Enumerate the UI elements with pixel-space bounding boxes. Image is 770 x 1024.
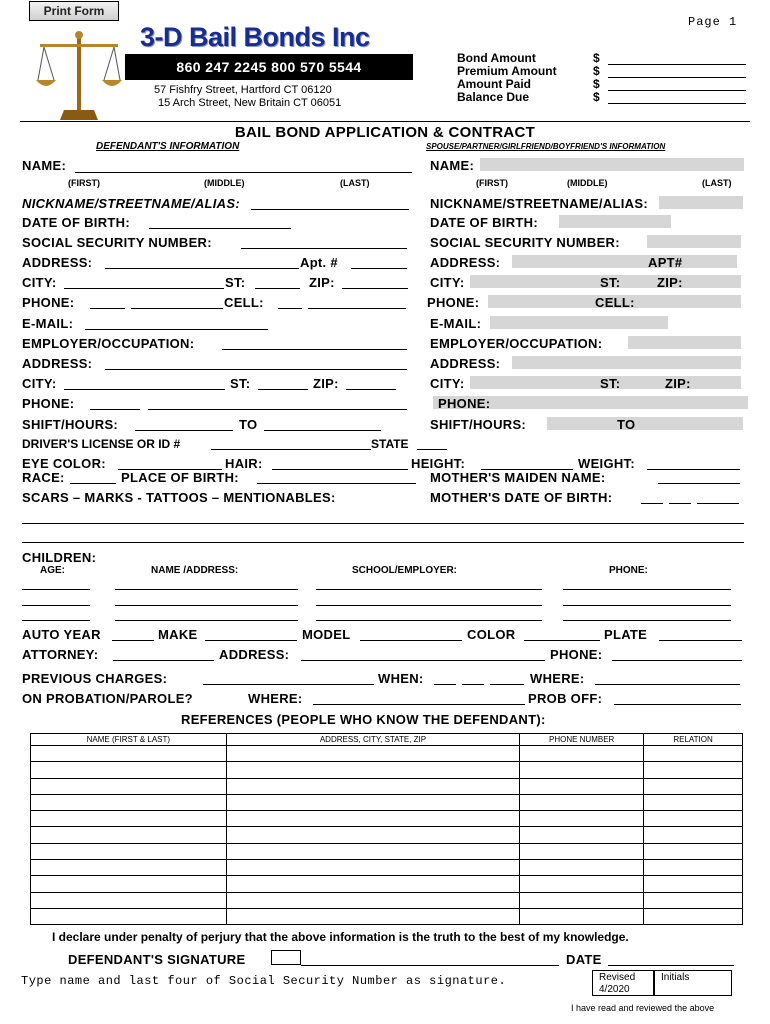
signature-field[interactable] [301,965,559,966]
defendant-cell-label: CELL: [224,295,264,310]
reference-name-cell[interactable] [31,778,227,794]
charges-when-day[interactable] [462,684,484,685]
table-row [31,827,743,843]
defendant-apt-label: Apt. # [300,255,338,270]
table-row [31,794,743,810]
reference-name-cell[interactable] [31,827,227,843]
child-age-field[interactable] [22,620,90,621]
signature-box[interactable] [271,950,301,965]
license-state-label: STATE [371,437,409,451]
premium-amount-field[interactable] [608,77,746,78]
reference-phone-cell[interactable] [520,778,644,794]
date-field[interactable] [608,965,734,966]
defendant-emp-zip-field[interactable] [346,389,396,390]
reference-address-cell[interactable] [226,860,520,876]
mother-dob-year[interactable] [697,503,739,504]
reference-relation-cell[interactable] [644,794,743,810]
reference-relation-cell[interactable] [644,892,743,908]
race-field[interactable] [70,483,116,484]
model-field[interactable] [360,640,462,641]
reference-relation-cell[interactable] [644,762,743,778]
charges-when-year[interactable] [490,684,524,685]
reference-phone-cell[interactable] [520,908,644,924]
defendant-emp-st-label: ST: [230,376,251,391]
defendant-shift-to[interactable] [264,430,381,431]
first-label: (FIRST) [476,178,508,188]
defendant-ssn-field[interactable] [241,248,407,249]
references-title: REFERENCES (PEOPLE WHO KNOW THE DEFENDANT): [181,712,546,727]
previous-charges-field[interactable] [203,684,374,685]
type-name-instruction: Type name and last four of Social Security Number as signature. [21,974,507,988]
reference-relation-cell[interactable] [644,746,743,762]
race-label: RACE: [22,470,65,485]
print-form-button[interactable]: Print Form [29,1,119,21]
reference-address-cell[interactable] [226,843,520,859]
reference-address-cell[interactable] [226,746,520,762]
table-row [31,876,743,892]
attorney-label: ATTORNEY: [22,647,99,662]
reference-relation-cell[interactable] [644,827,743,843]
spouse-nickname-field[interactable] [659,196,743,209]
spouse-st-label: ST: [600,275,621,290]
revised-date: 4/2020 [599,984,630,995]
table-row [31,860,743,876]
place-of-birth-field[interactable] [257,483,416,484]
spouse-employer-label: EMPLOYER/OCCUPATION: [430,336,603,351]
reference-name-cell[interactable] [31,794,227,810]
charges-where-field[interactable] [595,684,740,685]
child-name-field[interactable] [115,620,298,621]
reference-relation-cell[interactable] [644,778,743,794]
defendant-email-label: E-MAIL: [22,316,74,331]
spouse-phone-label: PHONE: [427,295,480,310]
reference-phone-cell[interactable] [520,876,644,892]
perjury-declaration: I declare under penalty of perjury that the above information is the truth to the best of my knowledge. [52,930,629,944]
defendant-emp-city-label: CITY: [22,376,57,391]
balance-due-field[interactable] [608,103,746,104]
spouse-ssn-label: SOCIAL SECURITY NUMBER: [430,235,620,250]
mother-maiden-field[interactable] [658,483,740,484]
company-address-2: 15 Arch Street, New Britain CT 06051 [158,97,342,109]
company-name: 3-D Bail Bonds Inc [140,22,370,52]
children-age-header: AGE: [40,565,65,576]
child-age-field[interactable] [22,605,90,606]
defendant-city-field[interactable] [64,288,224,289]
child-name-field[interactable] [115,589,298,590]
spouse-city-label: CITY: [430,275,465,290]
hair-label: HAIR: [225,456,263,471]
defendant-zip-label: ZIP: [309,275,335,290]
reference-phone-cell[interactable] [520,811,644,827]
spouse-emp-city-label: CITY: [430,376,465,391]
charges-where-label: WHERE: [530,671,585,686]
reference-address-cell[interactable] [226,811,520,827]
child-phone-field[interactable] [563,589,731,590]
revised-label: Revised [599,972,636,983]
mother-dob-month[interactable] [641,503,663,504]
defendant-email-field[interactable] [85,329,268,330]
date-label: DATE [566,952,602,967]
charges-when-month[interactable] [434,684,456,685]
references-col-address: ADDRESS, CITY, STATE, ZIP [226,734,520,746]
form-title: BAIL BOND APPLICATION & CONTRACT [234,124,536,141]
table-row [31,762,743,778]
table-row [31,778,743,794]
spouse-to-label: TO [617,417,636,432]
reference-name-cell[interactable] [31,762,227,778]
defendant-emp-st-field[interactable] [258,389,308,390]
reference-name-cell[interactable] [31,860,227,876]
reference-address-cell[interactable] [226,827,520,843]
child-school-field[interactable] [316,605,542,606]
scales-of-justice-logo [36,28,122,124]
defendant-employer-label: EMPLOYER/OCCUPATION: [22,336,195,351]
reference-address-cell[interactable] [226,762,520,778]
spouse-name-field[interactable] [480,158,744,171]
spouse-section-header: SPOUSE/PARTNER/GIRLFRIEND/BOYFRIEND'S INFORMATION [426,142,666,151]
reference-relation-cell[interactable] [644,811,743,827]
spouse-nickname-label: NICKNAME/STREETNAME/ALIAS: [430,196,648,211]
place-of-birth-label: PLACE OF BIRTH: [121,470,239,485]
table-row [31,892,743,908]
defendant-st-label: ST: [225,275,246,290]
premium-amount-label: Premium Amount [457,64,557,78]
defendant-name-label: NAME: [22,158,67,173]
mother-maiden-label: MOTHER'S MAIDEN NAME: [430,470,606,485]
reference-relation-cell[interactable] [644,876,743,892]
spouse-zip-label: ZIP: [657,275,683,290]
amount-paid-field[interactable] [608,90,746,91]
reference-phone-cell[interactable] [520,794,644,810]
defendant-section-header: DEFENDANT'S INFORMATION [96,141,240,152]
defendant-emp-city-field[interactable] [64,389,225,390]
spouse-emp-address-field[interactable] [512,356,741,369]
revised-box [592,970,654,996]
reference-phone-cell[interactable] [520,746,644,762]
defendant-to-label: TO [239,417,258,432]
child-school-field[interactable] [316,620,542,621]
color-field[interactable] [524,640,600,641]
reference-address-cell[interactable] [226,876,520,892]
defendant-emp-address-field[interactable] [105,369,407,370]
table-row [31,746,743,762]
probation-where-field[interactable] [313,704,525,705]
signature-label: DEFENDANT'S SIGNATURE [68,952,246,967]
dollar-sign: $ [593,90,600,104]
reference-name-cell[interactable] [31,908,227,924]
defendant-phone-label: PHONE: [22,295,75,310]
scars-line-2[interactable] [22,542,744,543]
spouse-shift-field[interactable] [547,417,743,430]
reference-phone-cell[interactable] [520,762,644,778]
hair-field[interactable] [272,469,408,470]
reference-phone-cell[interactable] [520,843,644,859]
spouse-emp-zip-label: ZIP: [665,376,691,391]
license-field[interactable] [211,449,371,450]
defendant-apt-field[interactable] [351,268,407,269]
references-table [30,733,743,925]
reference-name-cell[interactable] [31,876,227,892]
defendant-st-field[interactable] [255,288,300,289]
plate-label: PLATE [604,627,648,642]
last-label: (LAST) [340,178,370,188]
probation-label: ON PROBATION/PAROLE? [22,691,193,706]
first-label: (FIRST) [68,178,100,188]
children-school-header: SCHOOL/EMPLOYER: [352,565,458,576]
scars-line-1[interactable] [22,523,744,524]
prob-off-field[interactable] [614,704,741,705]
amount-paid-label: Amount Paid [457,77,531,91]
mother-dob-label: MOTHER'S DATE OF BIRTH: [430,490,613,505]
children-phone-header: PHONE: [609,565,648,576]
attorney-field[interactable] [113,660,214,661]
spouse-apt-label: APT# [648,255,683,270]
table-row [31,843,743,859]
reviewed-note: I have read and reviewed the above [571,1003,715,1013]
spouse-ssn-field[interactable] [647,235,741,248]
weight-field[interactable] [647,469,740,470]
color-label: COLOR [467,627,516,642]
mother-dob-day[interactable] [669,503,691,504]
table-row [31,908,743,924]
defendant-ssn-label: SOCIAL SECURITY NUMBER: [22,235,212,250]
initials-label: Initials [661,972,690,983]
children-name-header: NAME /ADDRESS: [151,565,239,576]
attorney-address-field[interactable] [301,660,545,661]
child-name-field[interactable] [115,605,298,606]
bond-amount-field[interactable] [608,64,746,65]
reference-address-cell[interactable] [226,794,520,810]
spouse-email-field[interactable] [490,316,668,329]
auto-year-field[interactable] [112,640,154,641]
weight-label: WEIGHT: [578,456,635,471]
defendant-dob-label: DATE OF BIRTH: [22,215,130,230]
reference-phone-cell[interactable] [520,860,644,876]
defendant-nickname-label: NICKNAME/STREETNAME/ALIAS: [22,196,240,211]
probation-where-label: WHERE: [248,691,303,706]
references-col-relation: RELATION [644,734,743,746]
defendant-zip-field[interactable] [342,288,408,289]
defendant-emp-phone-area[interactable] [90,409,140,410]
spouse-shift-label: SHIFT/HOURS: [430,417,527,432]
spouse-dob-label: DATE OF BIRTH: [430,215,538,230]
defendant-cell-field[interactable] [308,308,406,309]
reference-name-cell[interactable] [31,843,227,859]
reference-name-cell[interactable] [31,892,227,908]
reference-relation-cell[interactable] [644,860,743,876]
defendant-city-label: CITY: [22,275,57,290]
charges-when-label: WHEN: [378,671,424,686]
defendant-emp-address-label: ADDRESS: [22,356,93,371]
reference-name-cell[interactable] [31,811,227,827]
defendant-nickname-field[interactable] [251,209,409,210]
make-label: MAKE [158,627,198,642]
defendant-phone-field[interactable] [131,308,223,309]
middle-label: (MIDDLE) [567,178,608,188]
plate-field[interactable] [659,640,742,641]
child-phone-field[interactable] [563,620,731,621]
last-label: (LAST) [702,178,732,188]
spouse-address-label: ADDRESS: [430,255,501,270]
previous-charges-label: PREVIOUS CHARGES: [22,671,168,686]
defendant-cell-area[interactable] [278,308,302,309]
spouse-employer-field[interactable] [628,336,741,349]
height-label: HEIGHT: [411,456,466,471]
spouse-emp-address-label: ADDRESS: [430,356,501,371]
defendant-emp-phone-label: PHONE: [22,396,75,411]
auto-year-label: AUTO YEAR [22,627,101,642]
reference-name-cell[interactable] [31,746,227,762]
defendant-emp-phone-field[interactable] [148,409,407,410]
middle-label: (MIDDLE) [204,178,245,188]
model-label: MODEL [302,627,351,642]
dollar-sign: $ [593,51,600,65]
defendant-name-field[interactable] [75,172,412,173]
defendant-phone-area[interactable] [90,308,125,309]
defendant-dob-field[interactable] [149,228,291,229]
reference-phone-cell[interactable] [520,892,644,908]
balance-due-label: Balance Due [457,90,530,104]
references-col-phone: PHONE NUMBER [520,734,644,746]
license-label: DRIVER'S LICENSE OR ID # [22,437,181,451]
company-address-1: 57 Fishfry Street, Hartford CT 06120 [154,84,332,96]
reference-phone-cell[interactable] [520,827,644,843]
eye-color-label: EYE COLOR: [22,456,106,471]
child-school-field[interactable] [316,589,542,590]
child-phone-field[interactable] [563,605,731,606]
reference-address-cell[interactable] [226,778,520,794]
initials-box[interactable] [654,970,732,996]
spouse-name-label: NAME: [430,158,475,173]
defendant-shift-label: SHIFT/HOURS: [22,417,119,432]
scars-label: SCARS – MARKS - TATTOOS – MENTIONABLES: [22,490,336,505]
reference-address-cell[interactable] [226,892,520,908]
reference-relation-cell[interactable] [644,908,743,924]
bond-amount-label: Bond Amount [457,51,536,65]
spouse-emp-phone-label: PHONE: [438,396,491,411]
attorney-phone-label: PHONE: [550,647,603,662]
spouse-address-field[interactable] [512,255,737,268]
reference-relation-cell[interactable] [644,843,743,859]
header-divider [20,121,750,122]
page-number: Page 1 [688,15,738,29]
defendant-address-label: ADDRESS: [22,255,93,270]
defendant-address-field[interactable] [105,268,299,269]
make-field[interactable] [205,640,297,641]
defendant-shift-from[interactable] [135,430,233,431]
spouse-emp-st-label: ST: [600,376,621,391]
spouse-cell-label: CELL: [595,295,635,310]
dollar-sign: $ [593,64,600,78]
table-row [31,811,743,827]
prob-off-label: PROB OFF: [528,691,603,706]
spouse-email-label: E-MAIL: [430,316,482,331]
defendant-employer-field[interactable] [222,349,407,350]
company-phones: 860 247 2245 800 570 5544 [125,54,413,80]
references-col-name: NAME (FIRST & LAST) [31,734,227,746]
defendant-emp-zip-label: ZIP: [313,376,339,391]
attorney-address-label: ADDRESS: [219,647,290,662]
spouse-dob-field[interactable] [559,215,671,228]
dollar-sign: $ [593,77,600,91]
reference-address-cell[interactable] [226,908,520,924]
child-age-field[interactable] [22,589,90,590]
attorney-phone-field[interactable] [612,660,742,661]
license-state-field[interactable] [417,449,447,450]
children-label: CHILDREN: [22,550,97,565]
